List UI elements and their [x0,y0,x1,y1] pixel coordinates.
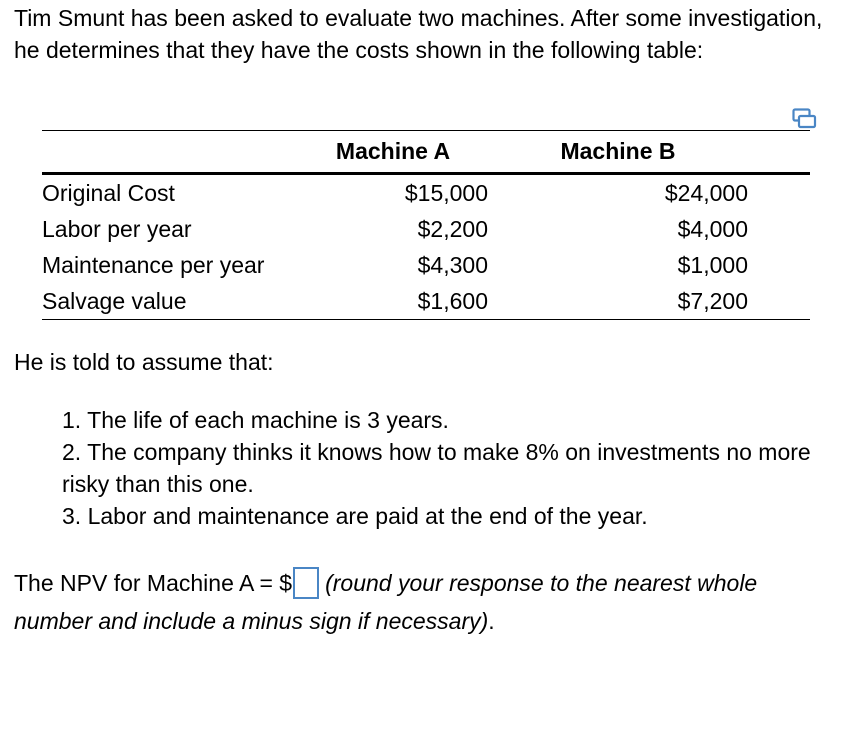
header-machine-a: Machine A [335,138,451,164]
row-label: Labor per year [42,215,192,242]
assumptions-list [62,404,832,532]
table-header-row [42,131,810,174]
machine-a-value: $4,300 [417,251,488,278]
costs-table [42,130,810,320]
table-row [42,211,810,247]
npv-question [14,564,834,640]
list-item: 1. The life of each machine is 3 years. [62,407,449,433]
row-label: Maintenance per year [42,251,265,278]
list-item: 3. Labor and maintenance are paid at the end of the year. [62,503,648,529]
table-row [42,174,810,212]
copy-icon[interactable] [792,108,818,130]
row-spacer [748,283,810,320]
table-row [42,283,810,320]
assumptions-lead: He is told to assume that: [14,349,274,375]
header-label-column [42,131,298,174]
header-machine-b: Machine B [560,138,676,164]
machine-b-value: $24,000 [664,179,748,206]
machine-a-value: $1,600 [417,287,488,314]
npv-answer-input[interactable] [293,567,319,599]
question-suffix: . [488,608,495,634]
machine-b-value: $1,000 [677,251,748,278]
row-label: Original Cost [42,179,175,206]
row-spacer [748,211,810,247]
list-item: 2. The company thinks it knows how to make 8% on investments no more risky than this one. [62,439,811,497]
row-label: Salvage value [42,287,187,314]
machine-b-value: $4,000 [677,215,748,242]
question-hint: (round your response to the nearest whole number and include a minus sign if necessary) [14,570,758,634]
table-row [42,247,810,283]
row-spacer [748,247,810,283]
header-spacer [748,131,810,174]
problem-intro: Tim Smunt has been asked to evaluate two machines. After some investigation, he determines that they have the costs shown in the following table: [14,5,823,63]
machine-a-value: $2,200 [417,215,488,242]
machine-a-value: $15,000 [404,179,488,206]
question-prefix: The NPV for Machine A = $ [14,570,293,596]
row-spacer [748,174,810,212]
machine-b-value: $7,200 [677,287,748,314]
costs-table-container [42,130,810,320]
